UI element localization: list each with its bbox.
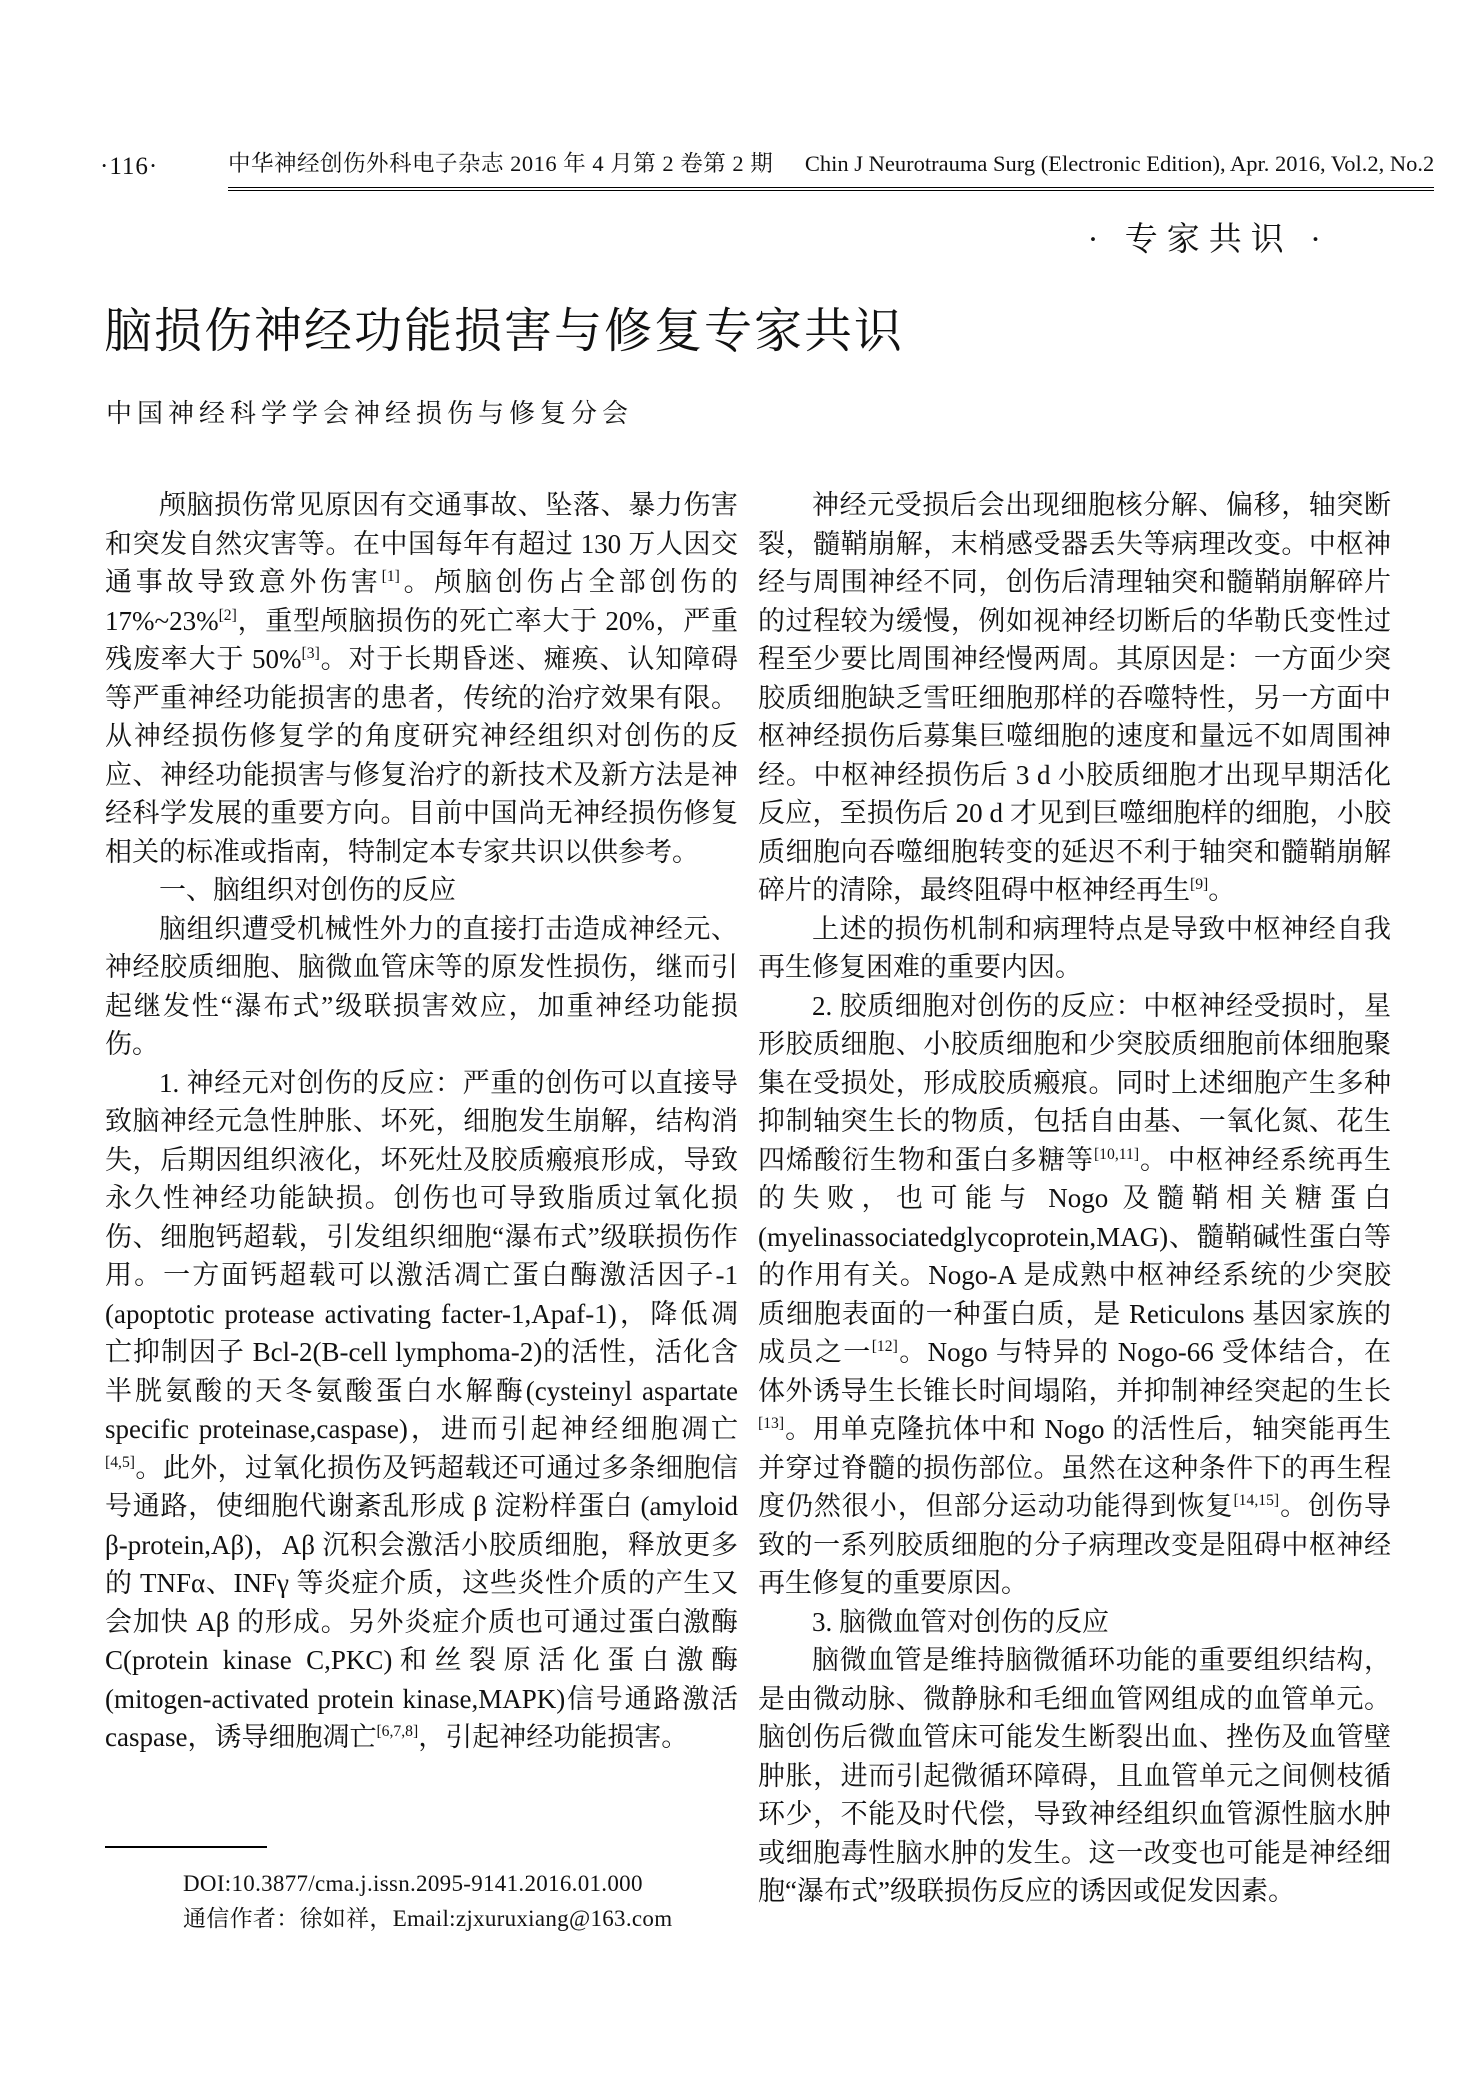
text-run: 脑微血管是维持脑微循环功能的重要组织结构，是由微动脉、微静脉和毛细血管网组成的血管单元。脑创伤后微血管床可能发生断裂出血、挫伤及血管壁肿胀，进而引起微循环障碍，且血管单元之间侧枝循环少，不能及时代偿，导致神经组织血管源性脑水肿或细胞毒性脑水肿的发生。这一改变也可能是神经细胞“瀑布式”级联损伤反应的诱因或促发因素。 xyxy=(758,1645,1391,1906)
text-run: ，重型颅脑损伤的死亡率大于 20%，严重残废率大于 50% xyxy=(105,605,738,674)
reference-superscript: [12] xyxy=(871,1338,898,1355)
paragraph xyxy=(105,871,738,910)
text-run: 脑组织遭受机械性外力的直接打击造成神经元、神经胶质细胞、脑微血管床等的原发性损伤，继而引起继发性“瀑布式”级联损害效应，加重神经功能损伤。 xyxy=(105,913,738,1059)
running-head xyxy=(100,146,1435,191)
paragraph xyxy=(758,1603,1391,1642)
text-run: 一、脑组织对创伤的反应 xyxy=(159,875,456,905)
paragraph xyxy=(758,486,1391,910)
reference-superscript: [1] xyxy=(381,568,400,585)
right-column xyxy=(758,486,1391,1911)
text-run: 。中枢神经系统再生的失败，也可能与 Nogo 及髓鞘相关糖蛋白(myelinassociatedglycoprotein,MAG)、髓鞘碱性蛋白等的作用有关。Nogo-A 是成熟中枢神经系统的少突胶质细胞表面的一种蛋白质，是 Reticulons 基因家族的成员之一 xyxy=(758,1144,1392,1367)
text-run: 。对于长期昏迷、瘫痪、认知障碍等严重神经功能损害的患者，传统的治疗效果有限。从神经损伤修复学的角度研究神经组织对创伤的反应、神经功能损害与修复治疗的新技术及新方法是神经科学发展的重要方向。目前中国尚无神经损伤修复相关的标准或指南，特制定本专家共识以供参考。 xyxy=(105,644,738,867)
reference-superscript: [10,11] xyxy=(1093,1145,1140,1163)
reference-superscript: [4,5] xyxy=(105,1453,135,1471)
text-run: 3. 脑微血管对创伤的反应 xyxy=(812,1606,1109,1637)
journal-citation-en: Chin J Neurotrauma Surg (Electronic Edition), Apr. 2016, Vol.2, No.2 xyxy=(804,151,1435,176)
text-run: 。 xyxy=(1208,875,1236,905)
correspondence-line: 通信作者：徐如祥，Email:zjxuruxiang@163.com xyxy=(183,1906,673,1931)
text-run: 。Nogo 与特异的 Nogo-66 受体结合，在体外诱导生长锥长时间塌陷，并抑制神经突起的生长 xyxy=(758,1337,1391,1406)
paragraph xyxy=(758,987,1391,1603)
text-run: 2. 胶质细胞对创伤的反应：中枢神经受损时，星形胶质细胞、小胶质细胞和少突胶质细胞前体细胞聚集在受损处，形成胶质瘢痕。同时上述细胞产生多种抑制轴突生长的物质，包括自由基、一氧化氮、花生四烯酸衍生物和蛋白多糖等 xyxy=(758,990,1391,1175)
article-title: 脑损伤神经功能损害与修复专家共识 xyxy=(104,305,905,358)
doi-line: DOI:10.3877/cma.j.issn.2095-9141.2016.01.000 xyxy=(183,1871,643,1896)
text-run: 。用单克隆抗体中和 Nogo 的活性后，轴突能再生并穿过脊髓的损伤部位。虽然在这种条件下的再生程度仍然很小，但部分运动功能得到恢复 xyxy=(758,1414,1391,1521)
text-run: 颅脑损伤常见原因有交通事故、坠落、暴力伤害和突发自然灾害等。在中国每年有超过 130 万人因交通事故导致意外伤害 xyxy=(105,490,738,597)
article-body xyxy=(105,486,1391,1986)
text-run: ，引起神经功能损害。 xyxy=(418,1722,689,1752)
page-number: ·116· xyxy=(100,153,159,180)
reference-superscript: [3] xyxy=(301,645,320,662)
text-run: 上述的损伤机制和病理特点是导致中枢神经自我再生修复困难的重要内因。 xyxy=(758,913,1391,982)
text-run: 。创伤导致的一系列胶质细胞的分子病理改变是阻碍中枢神经再生修复的重要原因。 xyxy=(758,1491,1391,1598)
author-affiliation: 中国神经科学学会神经损伤与修复分会 xyxy=(106,399,634,428)
reference-superscript: [13] xyxy=(758,1415,785,1432)
text-run: 1. 神经元对创伤的反应：严重的创伤可以直接导致脑神经元急性肿胀、坏死，细胞发生崩解，结构消失，后期因组织液化，坏死灶及胶质瘢痕形成，导致永久性神经功能缺损。创伤也可导致脂质过氧化损伤、细胞钙超载，引发组织细胞“瀑布式”级联损伤作用。一方面钙超载可以激活凋亡蛋白酶激活因子-1 (apoptotic protease activating facter-1,Apaf-1)，降低凋亡抑制因子 Bcl-2(B-cell lymphoma-2)的活性，活化含半胱氨酸的天冬氨酸蛋白水解酶(cysteinyl aspartate specific proteinase,caspase)，进而引起神经细胞凋亡 xyxy=(105,1067,738,1444)
reference-superscript: [9] xyxy=(1190,876,1209,893)
text-run: 神经元受损后会出现细胞核分解、偏移，轴突断裂，髓鞘崩解，末梢感受器丢失等病理改变。中枢神经与周围神经不同，创伤后清理轴突和髓鞘崩解碎片的过程较为缓慢，例如视神经切断后的华勒氏变性过程至少要比周围神经慢两周。其原因是：一方面少突胶质细胞缺乏雪旺细胞那样的吞噬特性，另一方面中枢神经损伤后募集巨噬细胞的速度和量远不如周围神经。中枢神经损伤后 3 d 小胶质细胞才出现早期活化反应，至损伤后 20 d 才见到巨噬细胞样的细胞，小胶质细胞向吞噬细胞转变的延迟不利于轴突和髓鞘崩解碎片的清除，最终阻碍中枢神经再生 xyxy=(758,490,1391,905)
paragraph xyxy=(105,1064,738,1757)
footnote-block xyxy=(105,1846,738,1936)
text-run: 。颅脑创伤占全部创伤的17%~23% xyxy=(105,567,739,636)
paragraph xyxy=(758,1641,1391,1911)
reference-superscript: [6,7,8] xyxy=(376,1723,419,1740)
text-run: 。此外，过氧化损伤及钙超载还可通过多条细胞信号通路，使细胞代谢紊乱形成 β 淀粉样蛋白 (amyloid β-protein,Aβ)，Aβ 沉积会激活小胶质细胞，释放更多的 TNFα、INFγ 等炎症介质，这些炎性介质的产生又会加快 Aβ 的形成。另外炎症介质也可通过蛋白激酶 C(protein kinase C,PKC)和丝裂原活化蛋白激酶 (mitogen-activated protein kinase,MAPK)信号通路激活 caspase，诱导细胞凋亡 xyxy=(105,1452,738,1752)
footnote-divider xyxy=(105,1846,267,1848)
journal-citation-line xyxy=(228,146,1434,191)
paragraph xyxy=(758,910,1391,987)
reference-superscript: [14,15] xyxy=(1233,1492,1280,1509)
paragraph xyxy=(105,486,738,871)
reference-superscript: [2] xyxy=(218,606,237,624)
paragraph xyxy=(105,910,738,1064)
journal-citation-cn: 中华神经创伤外科电子杂志 2016 年 4 月第 2 卷第 2 期 xyxy=(228,151,774,176)
section-label: · 专家共识 · xyxy=(1087,222,1330,258)
left-column xyxy=(105,486,738,1757)
